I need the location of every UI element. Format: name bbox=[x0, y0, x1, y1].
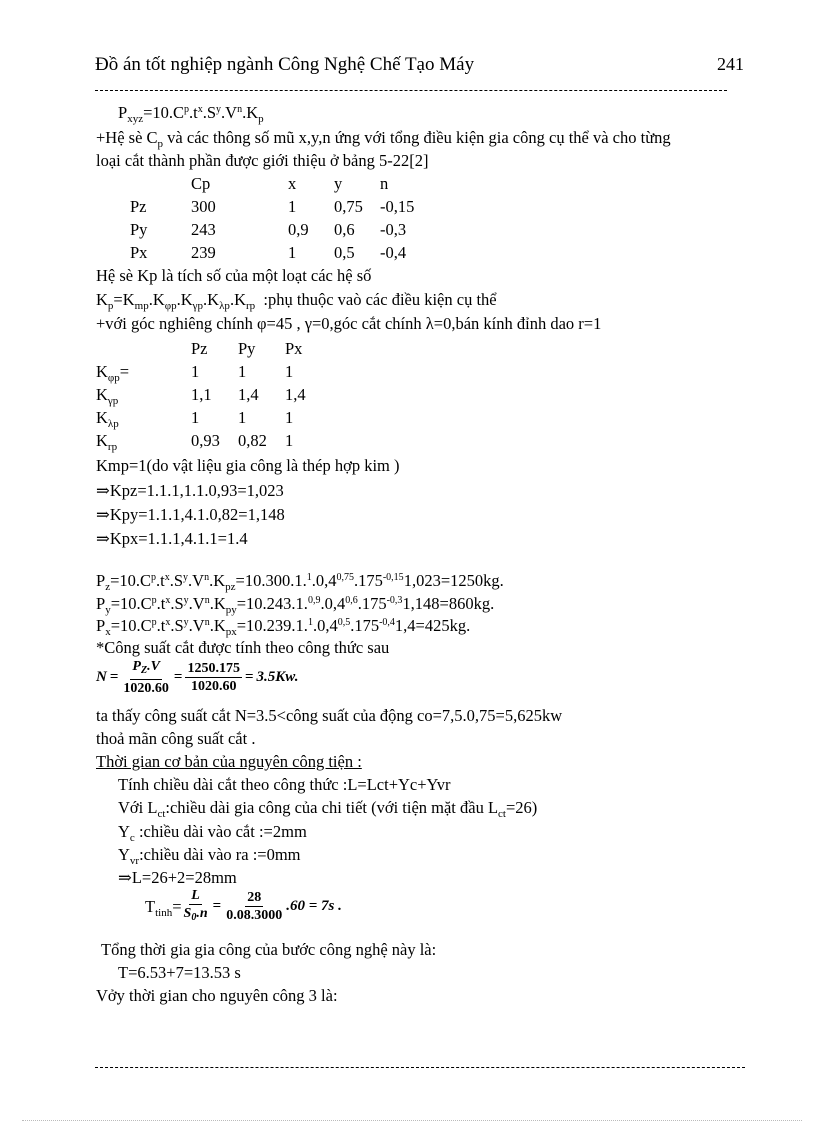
text-line: loại cắt thành phần được giới thiệu ở bảng 5-22[2] bbox=[96, 151, 429, 170]
table-row bbox=[96, 429, 325, 452]
section-heading: Thời gian cơ bản của nguyên công tiện : bbox=[96, 752, 362, 771]
table-cell: 1 bbox=[191, 407, 200, 427]
table-cell: 0,6 bbox=[334, 219, 355, 239]
table-cell: 1 bbox=[285, 361, 294, 381]
text-line: thoả mãn công suất cắt . bbox=[96, 729, 256, 748]
table-cell: 0,75 bbox=[334, 196, 363, 216]
table-cell: $K_{\lambda p}$ bbox=[96, 407, 119, 430]
result-py: $P_y=10.C^p.t^x.S^y.V^n.K_{py}=10.243.1.^{0,9}.0,4^{0,6}.175^{-0,3}1,148=860kg$. bbox=[96, 594, 495, 616]
formula-time: $T_{tinh}=$ $\frac{L}{S_0.n}$ = $\frac{28}{0.08.3000}$ .60 = 7s . bbox=[145, 888, 342, 923]
fraction bbox=[182, 888, 210, 925]
fraction bbox=[121, 659, 171, 696]
text-line: Tính chiều dài cắt theo công thức :L=Lct+Yc+Yvr bbox=[118, 775, 451, 794]
table-cell: 1,4 bbox=[285, 384, 306, 404]
table-cell: $K_{rp}$ bbox=[96, 430, 118, 453]
table-header-cell: Py bbox=[238, 338, 256, 358]
table-cell: 1 bbox=[191, 361, 200, 381]
result-length: ⇒L=26+2=28mm bbox=[118, 868, 237, 887]
table-cell: 1 bbox=[285, 430, 294, 450]
table-cell bbox=[130, 172, 191, 195]
table-cell: Pz bbox=[130, 196, 147, 216]
table-header-cell: Px bbox=[285, 338, 303, 358]
text-line: $Y_{vr}:chiều$ dài vào ra :=0mm bbox=[118, 845, 301, 867]
table-cell: $K_{\varphi p}=$ bbox=[96, 361, 130, 384]
result-kpx: ⇒Kpx=1.1.1,4.1.1=1.4 bbox=[96, 529, 248, 548]
page-header-title: Đồ án tốt nghiệp ngành Công Nghệ Chế Tạo Máy bbox=[95, 54, 475, 75]
text-line: *Công suất cắt được tính theo công thức sau bbox=[96, 638, 390, 657]
table-cell: 0,5 bbox=[334, 242, 355, 262]
table-row bbox=[130, 241, 440, 264]
table-cell: 1 bbox=[288, 242, 297, 262]
table-cell: 0,9 bbox=[288, 219, 309, 239]
table-cell: 1,4 bbox=[238, 384, 259, 404]
numerator: 28 bbox=[247, 890, 262, 905]
text-line: Tổng thời gia gia công của bước công nghệ này là: bbox=[101, 940, 437, 959]
denominator: 1020.60 bbox=[190, 679, 237, 694]
cp-coefficient-table bbox=[130, 172, 440, 264]
table-cell: $K_{\gamma p}$ bbox=[96, 384, 119, 407]
table-header-cell: y bbox=[334, 173, 343, 193]
table-cell bbox=[96, 337, 191, 360]
formula-result: 3.5Kw. bbox=[256, 669, 299, 685]
result-kpy: ⇒Kpy=1.1.1,4.1.0,82=1,148 bbox=[96, 505, 285, 524]
numerator: L bbox=[191, 888, 200, 903]
table-cell: 243 bbox=[191, 219, 216, 239]
denominator: 0.08.3000 bbox=[226, 908, 283, 923]
header-divider bbox=[95, 90, 727, 91]
table-row bbox=[96, 406, 325, 429]
text-line: +Hệ sè $C_p$ và các thông số mũ x,y,n ứng với tổng điều kiện gia công cụ thể và cho từng bbox=[96, 128, 671, 150]
table-cell: -0,3 bbox=[380, 219, 407, 239]
k-coefficient-table bbox=[96, 337, 325, 452]
table-row bbox=[130, 218, 440, 241]
table-row bbox=[96, 383, 325, 406]
table-cell: Py bbox=[130, 219, 148, 239]
page-number: 241 bbox=[717, 54, 744, 74]
table-cell: 0,82 bbox=[238, 430, 267, 450]
table-header-cell: Pz bbox=[191, 338, 208, 358]
formula-power: N = $\frac{P_Z.V}{1020.60}$ = $\frac{1250.175}{1020.60}$ = 3.5Kw. bbox=[96, 659, 299, 696]
result-pz: $P_z=10.C^p.t^x.S^y.V^n.K_{pz}=10.300.1.^1.0,4^{0,75}.175^{-0,15}1,023=1250kg$. bbox=[96, 571, 504, 593]
formula-kp: $K_p=K_{mp}.K_{\varphi p}.K_{\gamma p}.K_{\lambda p}.K_{rp}$ :phụ thuộc vaò các điều kiện cụ thể bbox=[96, 290, 497, 312]
formula-pxyz: $P_{xyz}=10.C^p.t^x.S^y.V^n.K_p$ bbox=[118, 103, 264, 125]
text-line: Với $L_{ct}:chiều$ dài gia công của chi tiết (với tiện mặt đầu $L_{ct}=26$) bbox=[118, 798, 538, 820]
table-cell: 239 bbox=[191, 242, 216, 262]
table-cell: 1 bbox=[238, 361, 247, 381]
text-line: $Y_c$ :chiều dài vào cắt :=2mm bbox=[118, 822, 307, 844]
denominator: 1020.60 bbox=[123, 681, 169, 696]
table-cell: Px bbox=[130, 242, 148, 262]
text-line: +với góc nghiêng chính φ=45 , γ=0,góc cắt chính λ=0,bán kính đỉnh dao r=1 bbox=[96, 314, 602, 333]
result-total-time: T=6.53+7=13.53 s bbox=[118, 963, 241, 982]
text-line: Kmp=1(do vật liệu gia công là thép hợp kim ) bbox=[96, 456, 400, 475]
formula-lhs: $T_{tinh}=$ bbox=[145, 896, 182, 919]
table-cell: -0,15 bbox=[380, 196, 415, 216]
numerator: $P_Z.V$ bbox=[130, 659, 162, 680]
text-line: Hệ sè Kp là tích số của một loạt các hệ số bbox=[96, 266, 372, 285]
table-row bbox=[96, 360, 325, 383]
fraction bbox=[224, 890, 284, 923]
table-cell: 1,1 bbox=[191, 384, 212, 404]
numerator: 1250.175 bbox=[187, 661, 240, 676]
formula-result: .60 = 7s . bbox=[286, 898, 342, 914]
footer-divider bbox=[95, 1067, 745, 1068]
table-cell: -0,4 bbox=[380, 242, 407, 262]
table-header-cell: n bbox=[380, 173, 389, 193]
denominator: $S_0.n$ bbox=[183, 906, 208, 923]
page-edge bbox=[22, 1120, 802, 1121]
table-cell: 0,93 bbox=[191, 430, 220, 450]
table-header-row bbox=[130, 172, 440, 195]
result-kpz: ⇒Kpz=1.1.1,1.1.0,93=1,023 bbox=[96, 481, 284, 500]
table-header-cell: Cp bbox=[191, 173, 211, 193]
table-cell: 300 bbox=[191, 196, 216, 216]
text-line: Vởy thời gian cho nguyên công 3 là: bbox=[96, 986, 338, 1005]
table-header-row bbox=[96, 337, 325, 360]
table-cell: 1 bbox=[238, 407, 247, 427]
table-cell: 1 bbox=[288, 196, 297, 216]
text-line: ta thấy công suất cắt N=3.5<công suất của động co=7,5.0,75=5,625kw bbox=[96, 706, 563, 725]
result-px: $P_x=10.C^p.t^x.S^y.V^n.K_{px}=10.239.1.^1.0,4^{0,5}.175^{-0,4}1,4=425kg$. bbox=[96, 616, 471, 638]
table-cell: 1 bbox=[285, 407, 294, 427]
formula-lhs: N bbox=[96, 669, 107, 685]
table-row bbox=[130, 195, 440, 218]
fraction bbox=[185, 661, 242, 694]
table-header-cell: x bbox=[288, 173, 297, 193]
